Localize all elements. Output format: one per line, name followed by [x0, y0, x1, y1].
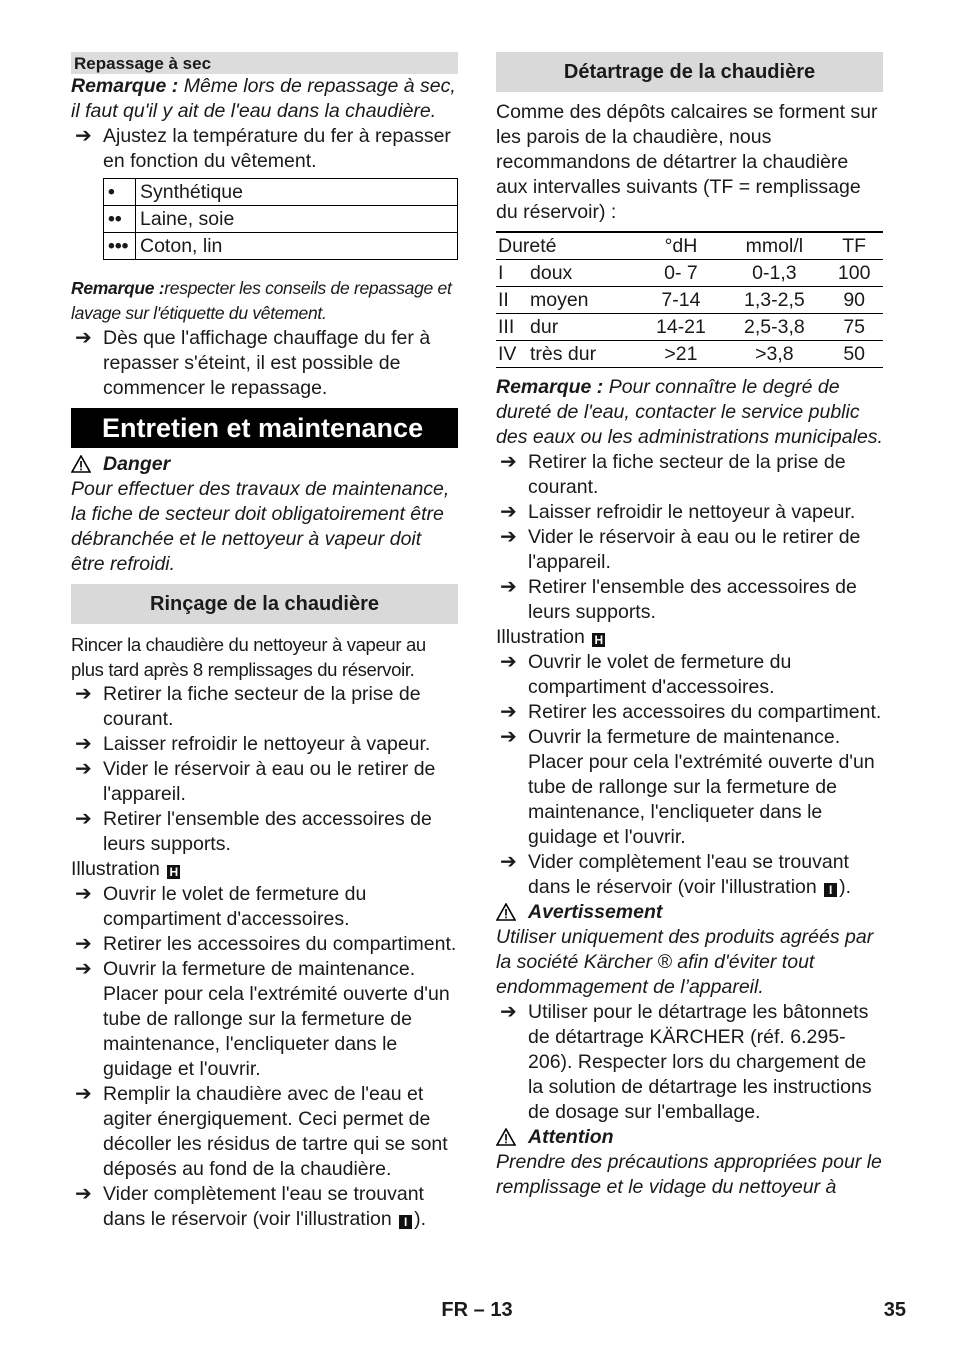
temperature-row — [104, 179, 458, 206]
illustration-i-icon: I — [824, 883, 837, 897]
illustration-label: Illustration — [496, 626, 585, 648]
note-text: Même lors de repassage à sec, il faut qu'il y ait de l'eau dans la chaudière. — [71, 75, 456, 122]
arrow-icon: ➔ — [500, 576, 517, 598]
arrow-icon: ➔ — [75, 883, 92, 905]
illustration-label: Illustration — [71, 858, 160, 880]
note-water-hardness — [496, 375, 883, 450]
arrow-icon: ➔ — [75, 808, 92, 830]
step-text: Vider complètement l'eau se trouvant dans le réservoir (voir l'illustration — [103, 1183, 424, 1230]
step-text: Laisser refroidir le nettoyeur à vapeur. — [528, 501, 856, 523]
step-empty-tank — [71, 1182, 458, 1232]
step-text: Retirer les accessoires du compartiment. — [103, 933, 457, 955]
hardness-name: moyen — [528, 287, 638, 314]
rinse-heading: Rinçage de la chaudière — [71, 584, 458, 624]
step-item — [71, 732, 458, 757]
step-text: Ouvrir le volet de fermeture du compartiment d'accessoires. — [528, 651, 792, 698]
hardness-name: dur — [528, 314, 638, 341]
fabric-name: Synthétique — [136, 179, 458, 206]
hardness-level: III — [496, 314, 528, 341]
hardness-name: très dur — [528, 341, 638, 368]
section-title: Entretien et maintenance — [71, 408, 458, 448]
arrow-icon: ➔ — [75, 933, 92, 955]
step-text: Ajustez la température du fer à repasser en fonction du vêtement. — [103, 125, 451, 172]
step-text: Utiliser pour le détartrage les bâtonnets de détartrage KÄRCHER (réf. 6.295-206). Respecter lors du chargement de la solution de détartrage les instructions de dosage sur l'emballage. — [528, 1001, 872, 1123]
warning-triangle-icon — [496, 903, 516, 921]
step-item — [71, 882, 458, 932]
hardness-dh: 14-21 — [638, 314, 723, 341]
hardness-tf: 90 — [825, 287, 883, 314]
attention-heading — [496, 1125, 883, 1150]
step-text: Retirer les accessoires du compartiment. — [528, 701, 882, 723]
hardness-level: I — [496, 260, 528, 287]
left-column — [71, 50, 458, 1232]
warning-triangle-icon — [71, 455, 91, 473]
step-text: Retirer l'ensemble des accessoires de leurs supports. — [528, 576, 857, 623]
step-item — [496, 500, 883, 525]
illustration-i-icon: I — [399, 1215, 412, 1229]
step-text: Retirer l'ensemble des accessoires de leurs supports. — [103, 808, 432, 855]
rinse-intro: Rincer la chaudière du nettoyeur à vapeur au plus tard après 8 remplissages du réservoir. — [71, 634, 426, 680]
step-text: Laisser refroidir le nettoyeur à vapeur. — [103, 733, 431, 755]
arrow-icon: ➔ — [75, 1183, 92, 1205]
warning-heading — [496, 900, 883, 925]
note-label: Remarque : — [71, 278, 165, 298]
step-empty-tank — [496, 850, 883, 900]
danger-heading — [71, 452, 458, 477]
attention-title: Attention — [528, 1126, 614, 1148]
step-start-ironing — [71, 326, 458, 401]
temperature-row — [104, 233, 458, 260]
descale-steps-b — [496, 650, 883, 850]
step-item — [71, 807, 458, 857]
step-text: Dès que l'affichage chauffage du fer à repasser s'éteint, il est possible de commencer le repassage. — [103, 327, 431, 399]
warning-title: Avertissement — [528, 901, 663, 923]
step-item — [71, 932, 458, 957]
hardness-tf: 75 — [825, 314, 883, 341]
step-item — [496, 700, 883, 725]
hardness-tf: 50 — [825, 341, 883, 368]
page-number: 35 — [883, 1299, 906, 1321]
temperature-dots: •• — [104, 206, 136, 233]
step-item — [496, 650, 883, 700]
hardness-level: II — [496, 287, 528, 314]
hardness-row — [496, 260, 883, 287]
temperature-row — [104, 206, 458, 233]
dry-ironing-heading: Repassage à sec — [71, 52, 458, 74]
step-text: Vider le réservoir à eau ou le retirer de l'appareil. — [528, 526, 861, 573]
arrow-icon: ➔ — [75, 758, 92, 780]
step-text: Ouvrir la fermeture de maintenance. Placer pour cela l'extrémité ouverte d'un tube de rallonge sur la fermeture de maintenance, l'encliqueter dans le guidage et l'ouvrir. — [528, 726, 875, 848]
header-dh: °dH — [638, 232, 723, 260]
step-text: Ouvrir le volet de fermeture du compartiment d'accessoires. — [103, 883, 367, 930]
header-mmol: mmol/l — [723, 232, 825, 260]
step-text: Vider le réservoir à eau ou le retirer de l'appareil. — [103, 758, 436, 805]
header-tf: TF — [825, 232, 883, 260]
hardness-row — [496, 287, 883, 314]
attention-text: Prendre des précautions appropriées pour le remplissage et le vidage du nettoyeur à — [496, 1151, 882, 1198]
hardness-tf: 100 — [825, 260, 883, 287]
step-item — [496, 725, 883, 850]
warning-triangle-icon — [496, 1128, 516, 1146]
hardness-mmol: 0-1,3 — [723, 260, 825, 287]
arrow-icon: ➔ — [500, 651, 517, 673]
hardness-dh: >21 — [638, 341, 723, 368]
fabric-name: Laine, soie — [136, 206, 458, 233]
descale-heading: Détartrage de la chaudière — [496, 52, 883, 92]
illustration-ref — [496, 625, 883, 650]
hardness-mmol: 1,3-2,5 — [723, 287, 825, 314]
step-text: Remplir la chaudière avec de l'eau et agiter énergiquement. Ceci permet de décoller les résidus de tartre qui se sont déposés au fond de la chaudière. — [103, 1083, 448, 1180]
step-item — [71, 957, 458, 1082]
arrow-icon: ➔ — [500, 851, 517, 873]
hardness-row — [496, 341, 883, 368]
step-text: Vider complètement l'eau se trouvant dans le réservoir (voir l'illustration — [528, 851, 849, 898]
hardness-level: IV — [496, 341, 528, 368]
temperature-table — [103, 178, 458, 260]
illustration-ref — [71, 857, 458, 882]
rinse-steps-b — [71, 882, 458, 1182]
note-text: Pour connaître le degré de dureté de l'eau, contacter le service public des eaux ou les administrations municipales. — [496, 376, 883, 448]
arrow-icon: ➔ — [75, 683, 92, 705]
arrow-icon: ➔ — [75, 327, 92, 349]
fabric-name: Coton, lin — [136, 233, 458, 260]
header-hardness: Dureté — [496, 232, 638, 260]
illustration-h-icon: H — [592, 633, 605, 647]
footer-section-label: FR – 13 — [441, 1299, 513, 1321]
descale-intro: Comme des dépôts calcaires se forment sur les parois de la chaudière, nous recommandons de détartrer la chaudière aux intervalles suivants (TF = remplissage du réservoir) : — [496, 101, 878, 223]
arrow-icon: ➔ — [500, 451, 517, 473]
illustration-h-icon: H — [167, 865, 180, 879]
step-adjust-temperature — [71, 124, 458, 174]
temperature-dots: • — [104, 179, 136, 206]
step-text-end: ). — [414, 1208, 427, 1230]
step-item — [71, 1082, 458, 1182]
step-item — [71, 757, 458, 807]
danger-text: Pour effectuer des travaux de maintenance, la fiche de secteur doit obligatoirement être débranchée et le nettoyeur à vapeur doit être refroidi. — [71, 478, 450, 575]
step-descaling-sticks — [496, 1000, 883, 1125]
danger-title: Danger — [103, 453, 171, 475]
hardness-table — [496, 231, 883, 368]
step-item — [496, 450, 883, 500]
hardness-mmol: 2,5-3,8 — [723, 314, 825, 341]
temperature-dots: ••• — [104, 233, 136, 260]
step-text: Retirer la fiche secteur de la prise de courant. — [528, 451, 846, 498]
step-text: Retirer la fiche secteur de la prise de courant. — [103, 683, 421, 730]
arrow-icon: ➔ — [500, 701, 517, 723]
arrow-icon: ➔ — [75, 958, 92, 980]
arrow-icon: ➔ — [500, 501, 517, 523]
hardness-dh: 7-14 — [638, 287, 723, 314]
note-text: respecter les conseils de repassage et lavage sur l'étiquette du vêtement. — [71, 278, 452, 323]
hardness-mmol: >3,8 — [723, 341, 825, 368]
step-text-end: ). — [839, 876, 852, 898]
step-item — [71, 682, 458, 732]
arrow-icon: ➔ — [75, 733, 92, 755]
hardness-name: doux — [528, 260, 638, 287]
right-column — [496, 50, 883, 1200]
hardness-header-row — [496, 232, 883, 260]
note-label: Remarque : — [496, 376, 604, 398]
note-ironing-labels — [71, 276, 458, 326]
step-item — [496, 575, 883, 625]
step-text: Ouvrir la fermeture de maintenance. Placer pour cela l'extrémité ouverte d'un tube de rallonge sur la fermeture de maintenance, l'encliqueter dans le guidage et l'ouvrir. — [103, 958, 450, 1080]
descale-steps-a — [496, 450, 883, 625]
step-item — [496, 525, 883, 575]
hardness-row — [496, 314, 883, 341]
arrow-icon: ➔ — [75, 1083, 92, 1105]
arrow-icon: ➔ — [500, 726, 517, 748]
hardness-dh: 0- 7 — [638, 260, 723, 287]
rinse-steps-a — [71, 682, 458, 857]
note-label: Remarque : — [71, 75, 179, 97]
note-dry-ironing — [71, 74, 458, 124]
warning-text: Utiliser uniquement des produits agréés par la société Kärcher ® afin d'éviter tout endommagement de l’appareil. — [496, 926, 874, 998]
arrow-icon: ➔ — [75, 125, 92, 147]
arrow-icon: ➔ — [500, 526, 517, 548]
arrow-icon: ➔ — [500, 1001, 517, 1023]
